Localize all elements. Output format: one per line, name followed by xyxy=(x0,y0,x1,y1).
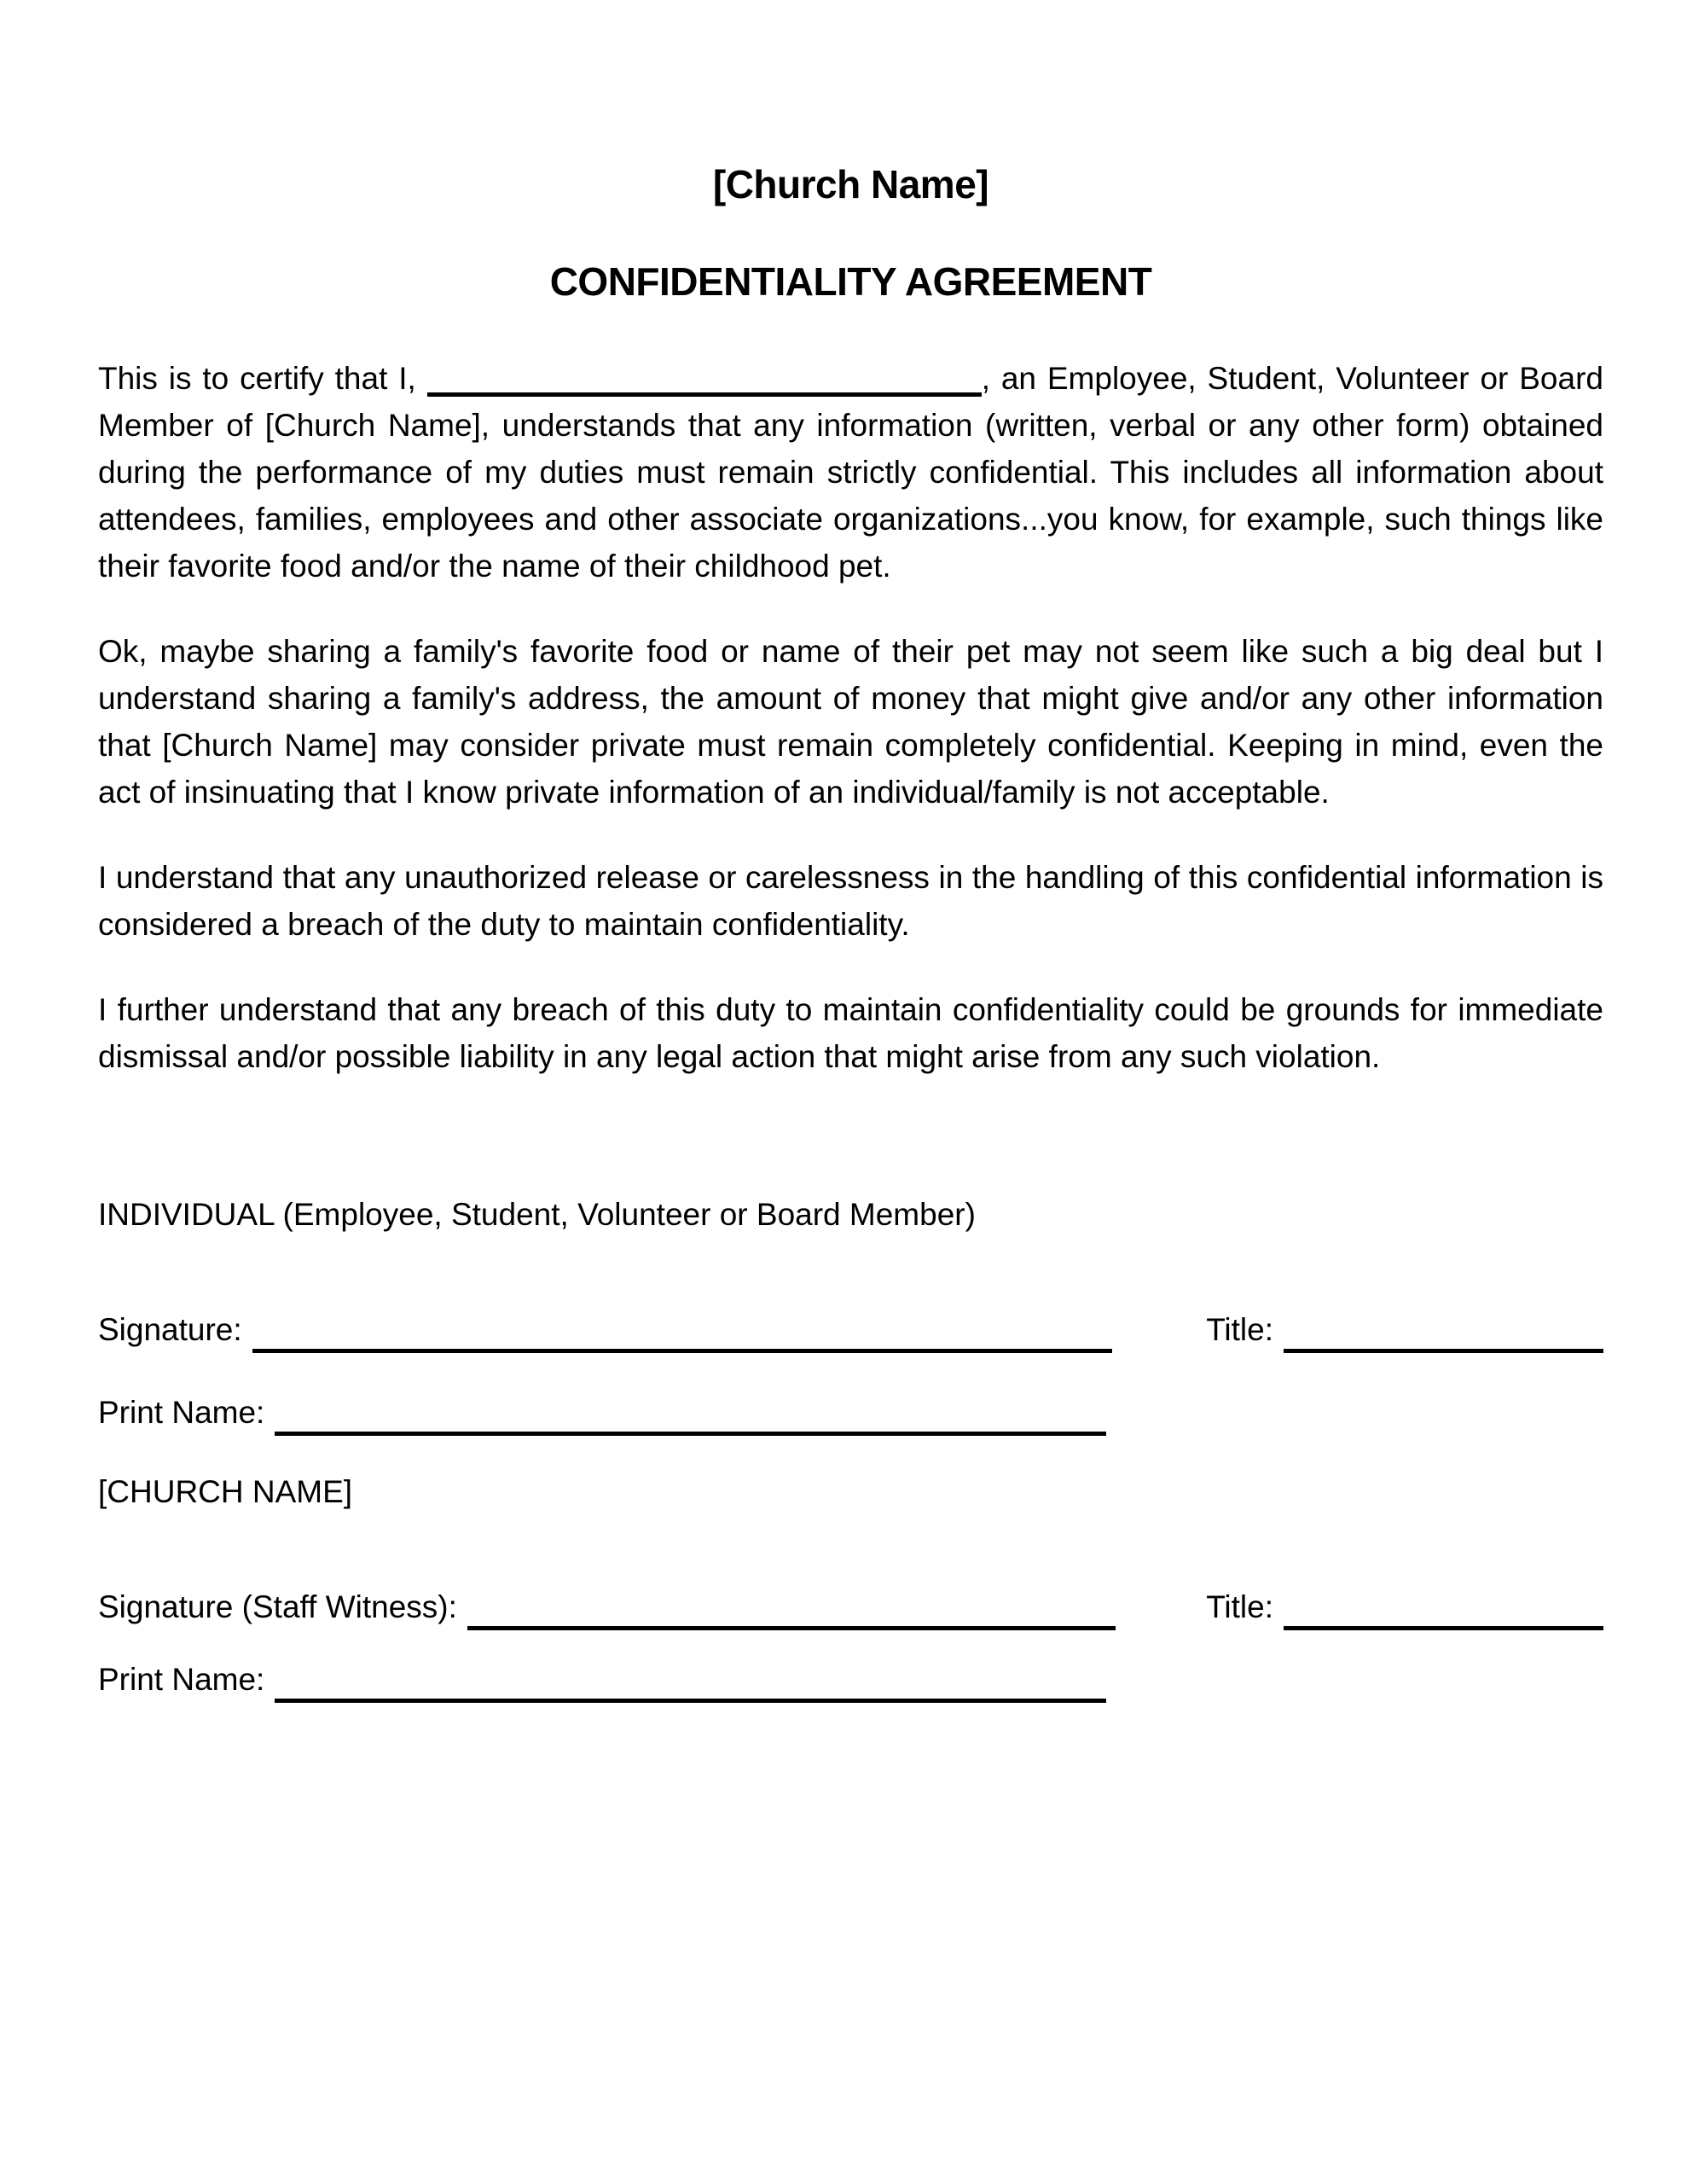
individual-print-name-row xyxy=(98,1389,1603,1436)
witness-title-label: Title: xyxy=(1206,1589,1273,1624)
witness-print-name-line[interactable] xyxy=(275,1662,1106,1703)
title-line[interactable] xyxy=(1284,1312,1603,1353)
title-label: Title: xyxy=(1206,1312,1273,1347)
individual-section-heading: INDIVIDUAL (Employee, Student, Volunteer or Board Member) xyxy=(98,1197,976,1232)
page-title: [Church Name] xyxy=(712,162,989,206)
print-name-line[interactable] xyxy=(275,1395,1106,1436)
individual-title-group xyxy=(1206,1306,1603,1353)
page-subtitle: CONFIDENTIALITY AGREEMENT xyxy=(549,259,1152,304)
witness-print-name-label: Print Name: xyxy=(98,1662,265,1697)
witness-signature-line[interactable] xyxy=(467,1589,1116,1630)
individual-signature-row xyxy=(98,1306,1603,1353)
certifier-name-blank[interactable] xyxy=(427,392,982,397)
witness-title-group xyxy=(1206,1583,1603,1630)
signature-label: Signature: xyxy=(98,1312,242,1347)
witness-print-name-row xyxy=(98,1656,1603,1703)
intro-paragraph xyxy=(98,355,1603,590)
breach-paragraph: I understand that any unauthorized release or carelessness in the handling of this confidential information is considered a breach of the duty to maintain confidentiality. xyxy=(98,860,1603,942)
signature-line[interactable] xyxy=(252,1312,1112,1353)
church-section-heading: [CHURCH NAME] xyxy=(98,1474,353,1509)
sharing-paragraph: Ok, maybe sharing a family's favorite food or name of their pet may not seem like such a big deal but I understand sharing a family's address, the amount of money that might give and/or any other information that [Church Name] may consider private must remain completely confidential. Keeping in mind, even the act of insinuating that I know private information of an individual/family is not acceptable. xyxy=(98,634,1603,810)
witness-title-line[interactable] xyxy=(1284,1589,1603,1630)
dismissal-paragraph: I further understand that any breach of this duty to maintain confidentiality could be grounds for immediate dismissal and/or possible liability in any legal action that might arise from any such violation. xyxy=(98,992,1603,1074)
print-name-label: Print Name: xyxy=(98,1395,265,1430)
witness-signature-label: Signature (Staff Witness): xyxy=(98,1589,457,1624)
witness-signature-row xyxy=(98,1583,1603,1630)
intro-paragraph-after-blank: , an Employee, Student, Volunteer or Board Member of [Church Name], understands that any information (written, verbal or any other form) obtained during the performance of my duties must remain strictly confidential. This includes all information about attendees, families, employees and other associate organizations...you know, for example, such things like their favorite food and/or the name of their childhood pet. xyxy=(98,361,1603,584)
intro-paragraph-before-blank: This is to certify that I, xyxy=(98,361,416,396)
